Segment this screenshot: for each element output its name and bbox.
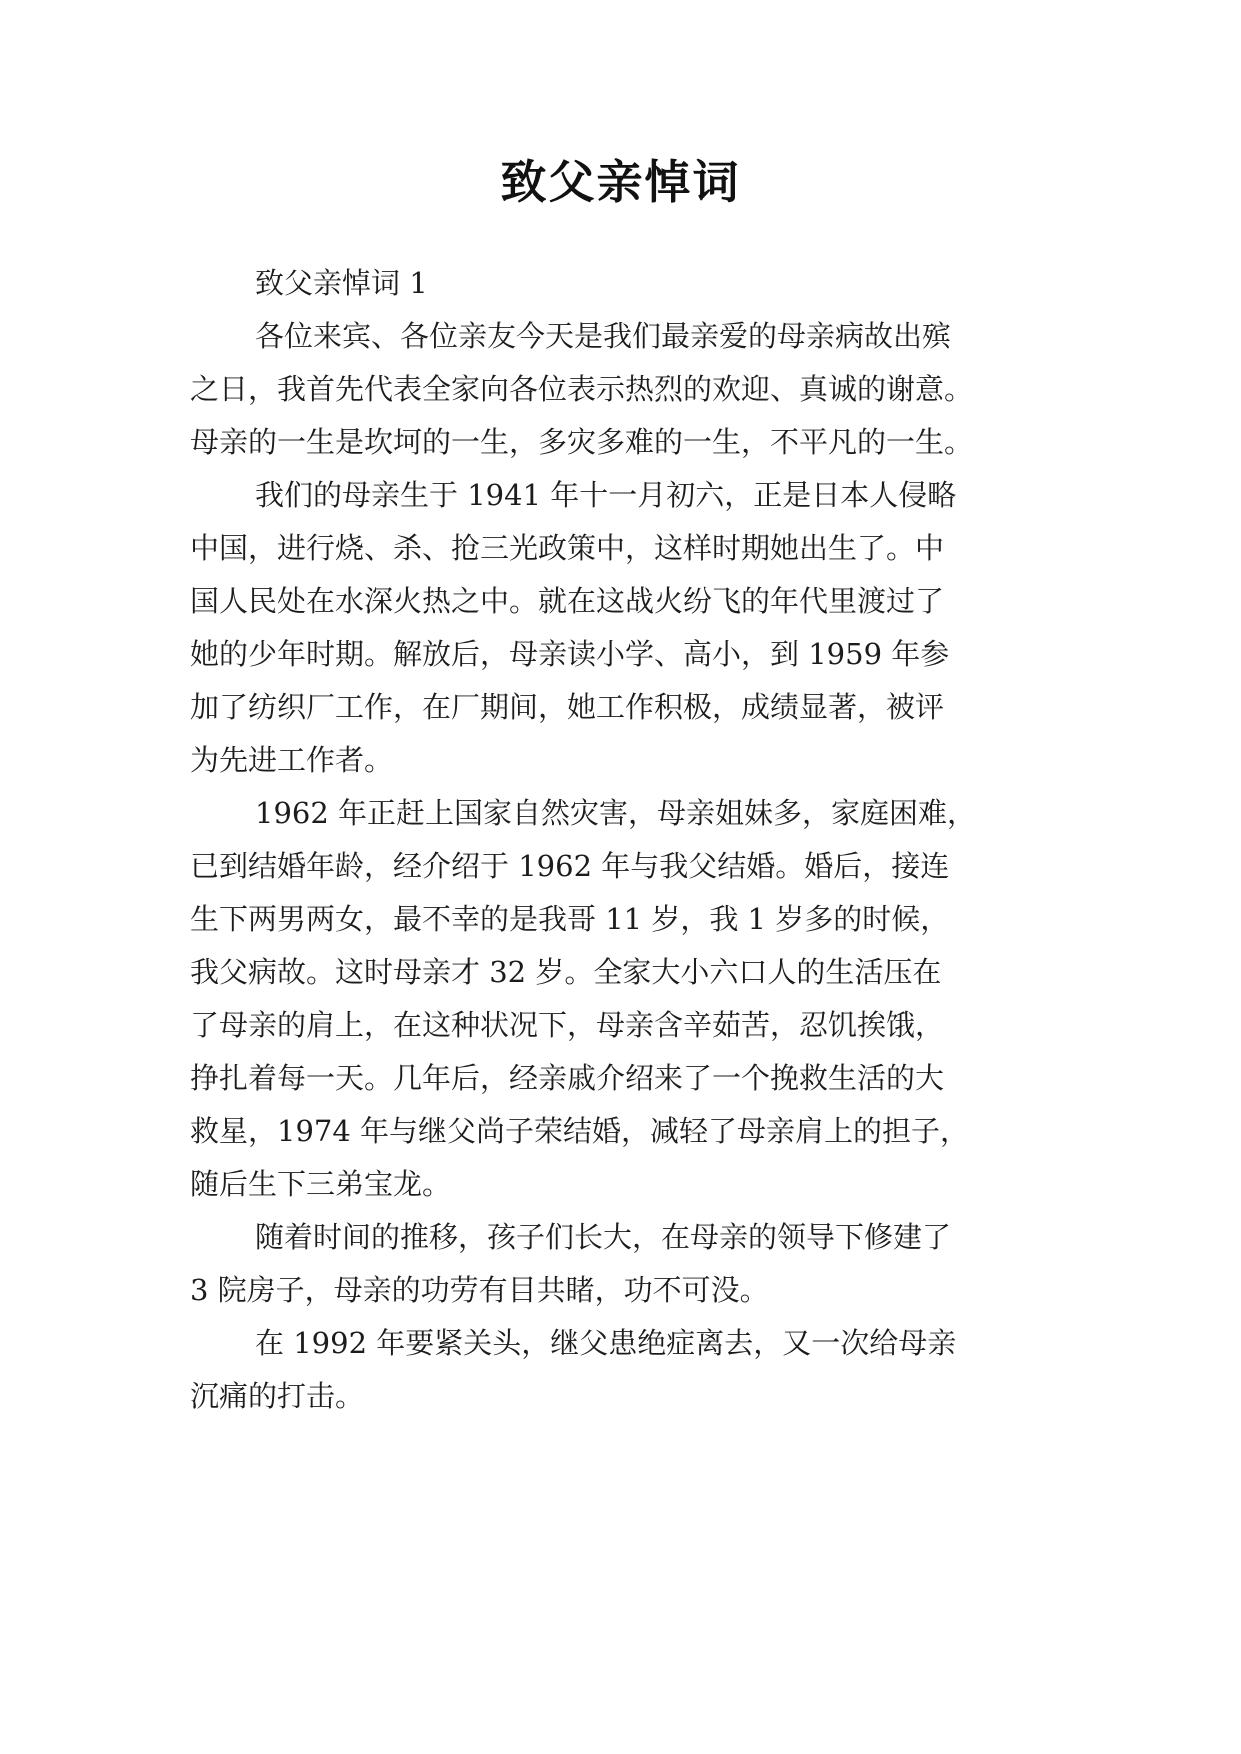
paragraph-line: 救星，1974 年与继父尚子荣结婚，减轻了母亲肩上的担子，	[190, 1114, 970, 1148]
paragraph-line: 了母亲的肩上，在这种状况下，母亲含辛茹苦，忍饥挨饿，	[190, 1008, 945, 1042]
paragraph-line: 之日，我首先代表全家向各位表示热烈的欢迎、真诚的谢意。	[190, 372, 974, 406]
paragraph-line: 各位来宾、各位亲友今天是我们最亲爱的母亲病故出殡	[255, 319, 952, 353]
paragraph-line: 国人民处在水深火热之中。就在这战火纷飞的年代里渡过了	[190, 584, 945, 618]
paragraph-line: 1962 年正赶上国家自然灾害，母亲姐妹多，家庭困难，	[255, 796, 977, 830]
paragraph-line: 我们的母亲生于 1941 年十一月初六，正是日本人侵略	[255, 478, 957, 512]
paragraph-line: 我父病故。这时母亲才 32 岁。全家大小六口人的生活压在	[190, 955, 942, 989]
paragraph-line: 在 1992 年要紧关头，继父患绝症离去，又一次给母亲	[255, 1326, 957, 1360]
paragraph-line: 生下两男两女，最不幸的是我哥 11 岁，我 1 岁多的时候，	[190, 902, 950, 936]
paragraph-line: 随后生下三弟宝龙。	[190, 1167, 452, 1201]
paragraph-line: 母亲的一生是坎坷的一生，多灾多难的一生，不平凡的一生。	[190, 425, 974, 459]
paragraph-line: 3 院房子，母亲的功劳有目共睹，功不可没。	[190, 1273, 769, 1307]
paragraph-line: 她的少年时期。解放后，母亲读小学、高小，到 1959 年参	[190, 637, 950, 671]
paragraph-line: 沉痛的打击。	[190, 1379, 365, 1413]
section-heading: 致父亲悼词 1	[255, 266, 428, 300]
paragraph-line: 挣扎着每一天。几年后，经亲戚介绍来了一个挽救生活的大	[190, 1061, 945, 1095]
paragraph-line: 已到结婚年龄，经介绍于 1962 年与我父结婚。婚后，接连	[190, 849, 950, 883]
document-title: 致父亲悼词	[500, 155, 741, 209]
paragraph-line: 中国，进行烧、杀、抢三光政策中，这样时期她出生了。中	[190, 531, 945, 565]
paragraph-line: 加了纺织厂工作，在厂期间，她工作积极，成绩显著，被评	[190, 690, 945, 724]
paragraph-line: 随着时间的推移，孩子们长大，在母亲的领导下修建了	[255, 1220, 952, 1254]
paragraph-line: 为先进工作者。	[190, 743, 394, 777]
